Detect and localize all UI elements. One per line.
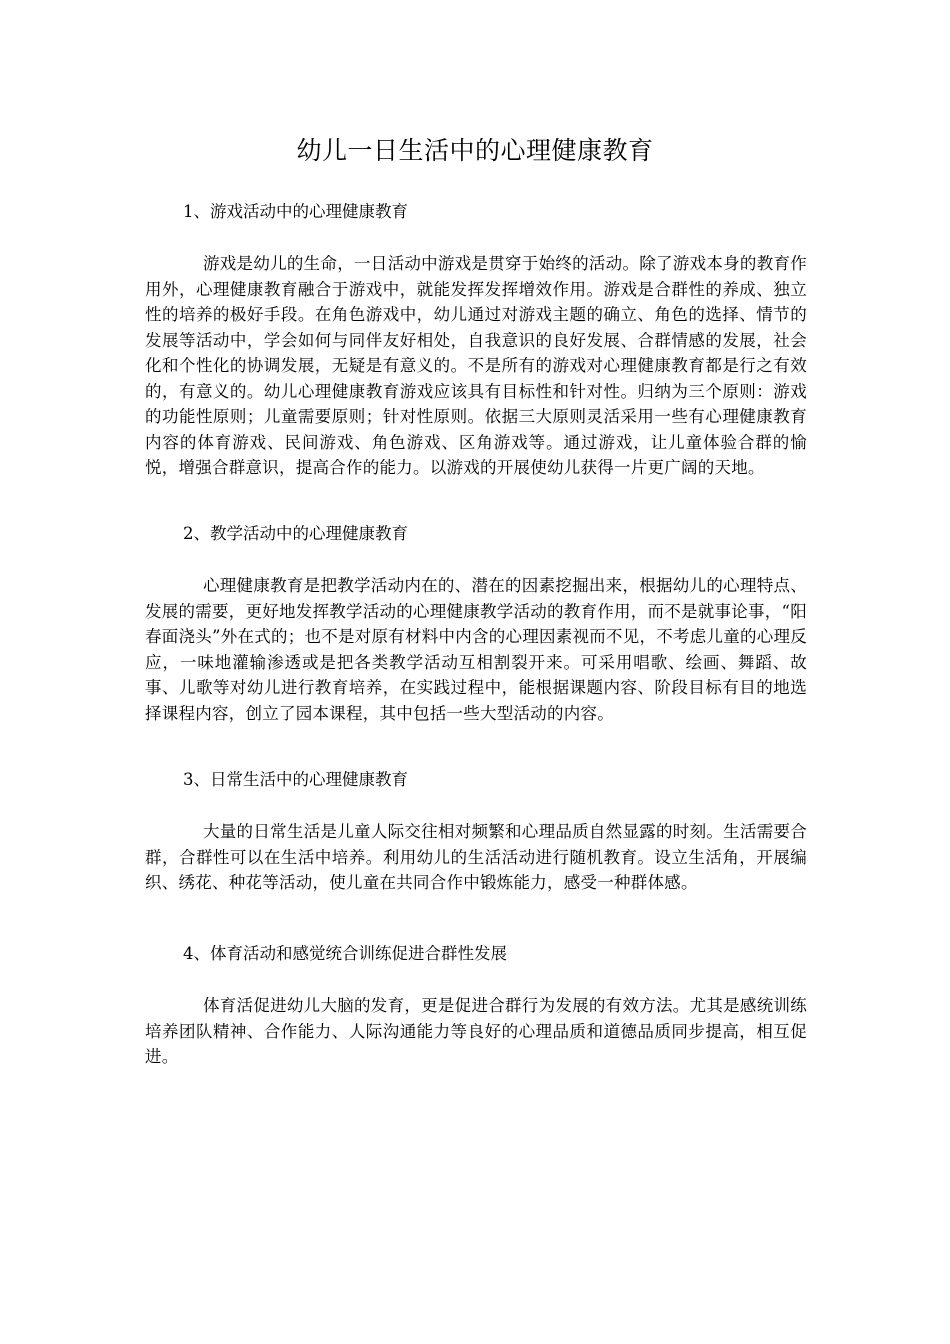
section-sports [145,941,807,1070]
section-heading: 3、日常生活中的心理健康教育 [183,770,408,789]
section-paragraph: 大量的日常生活是儿童人际交往相对频繁和心理品质自然显露的时刻。生活需要合群，合群性可以在生活中培养。利用幼儿的生活活动进行随机教育。设立生活角，开展编织、绣花、种花等活动，使儿童在共同合作中锻炼能力，感受一种群体感。 [145,822,807,892]
section-paragraph: 心理健康教育是把教学活动内在的、潜在的因素挖掘出来，根据幼儿的心理特点、发展的需要，更好地发挥教学活动的心理健康教学活动的教育作用，而不是就事论事，“阳春面浇头”外在式的；也不是对原有材料中内含的心理因素视而不见，不考虑儿童的心理反应，一味地灌输渗透或是把各类教学活动互相割裂开来。可采用唱歌、绘画、舞蹈、故事、儿歌等对幼儿进行教育培养，在实践过程中，能根据课题内容、阶段目标有目的地选择课程内容，创立了园本课程，其中包括一些大型活动的内容。 [145,576,807,723]
section-heading: 4、体育活动和感觉统合训练促进合群性发展 [183,944,507,963]
section-games [145,199,807,481]
section-heading: 1、游戏活动中的心理健康教育 [183,202,408,221]
section-paragraph: 体育活促进幼儿大脑的发育，更是促进合群行为发展的有效方法。尤其是感统训练培养团队精神、合作能力、人际沟通能力等良好的心理品质和道德品质同步提高，相互促进。 [145,996,807,1066]
section-daily-life [145,767,807,896]
section-heading: 2、教学活动中的心理健康教育 [183,524,408,543]
section-teaching [145,521,807,726]
section-paragraph: 游戏是幼儿的生命，一日活动中游戏是贯穿于始终的活动。除了游戏本身的教育作用外，心理健康教育融合于游戏中，就能发挥发挥增效作用。游戏是合群性的养成、独立性的培养的极好手段。在角色游戏中，幼儿通过对游戏主题的确立、角色的选择、情节的发展等活动中，学会如何与同伴友好相处，自我意识的良好发展、合群情感的发展，社会化和个性化的协调发展，无疑是有意义的。不是所有的游戏对心理健康教育都是行之有效的，有意义的。幼儿心理健康教育游戏应该具有目标性和针对性。归纳为三个原则：游戏的功能性原则；儿童需要原则；针对性原则。依据三大原则灵活采用一些有心理健康教育内容的体育游戏、民间游戏、角色游戏、区角游戏等。通过游戏，让儿童体验合群的愉悦，增强合群意识，提高合作的能力。以游戏的开展使幼儿获得一片更广阔的天地。 [145,254,807,477]
document-title: 幼儿一日生活中的心理健康教育 [296,136,654,165]
